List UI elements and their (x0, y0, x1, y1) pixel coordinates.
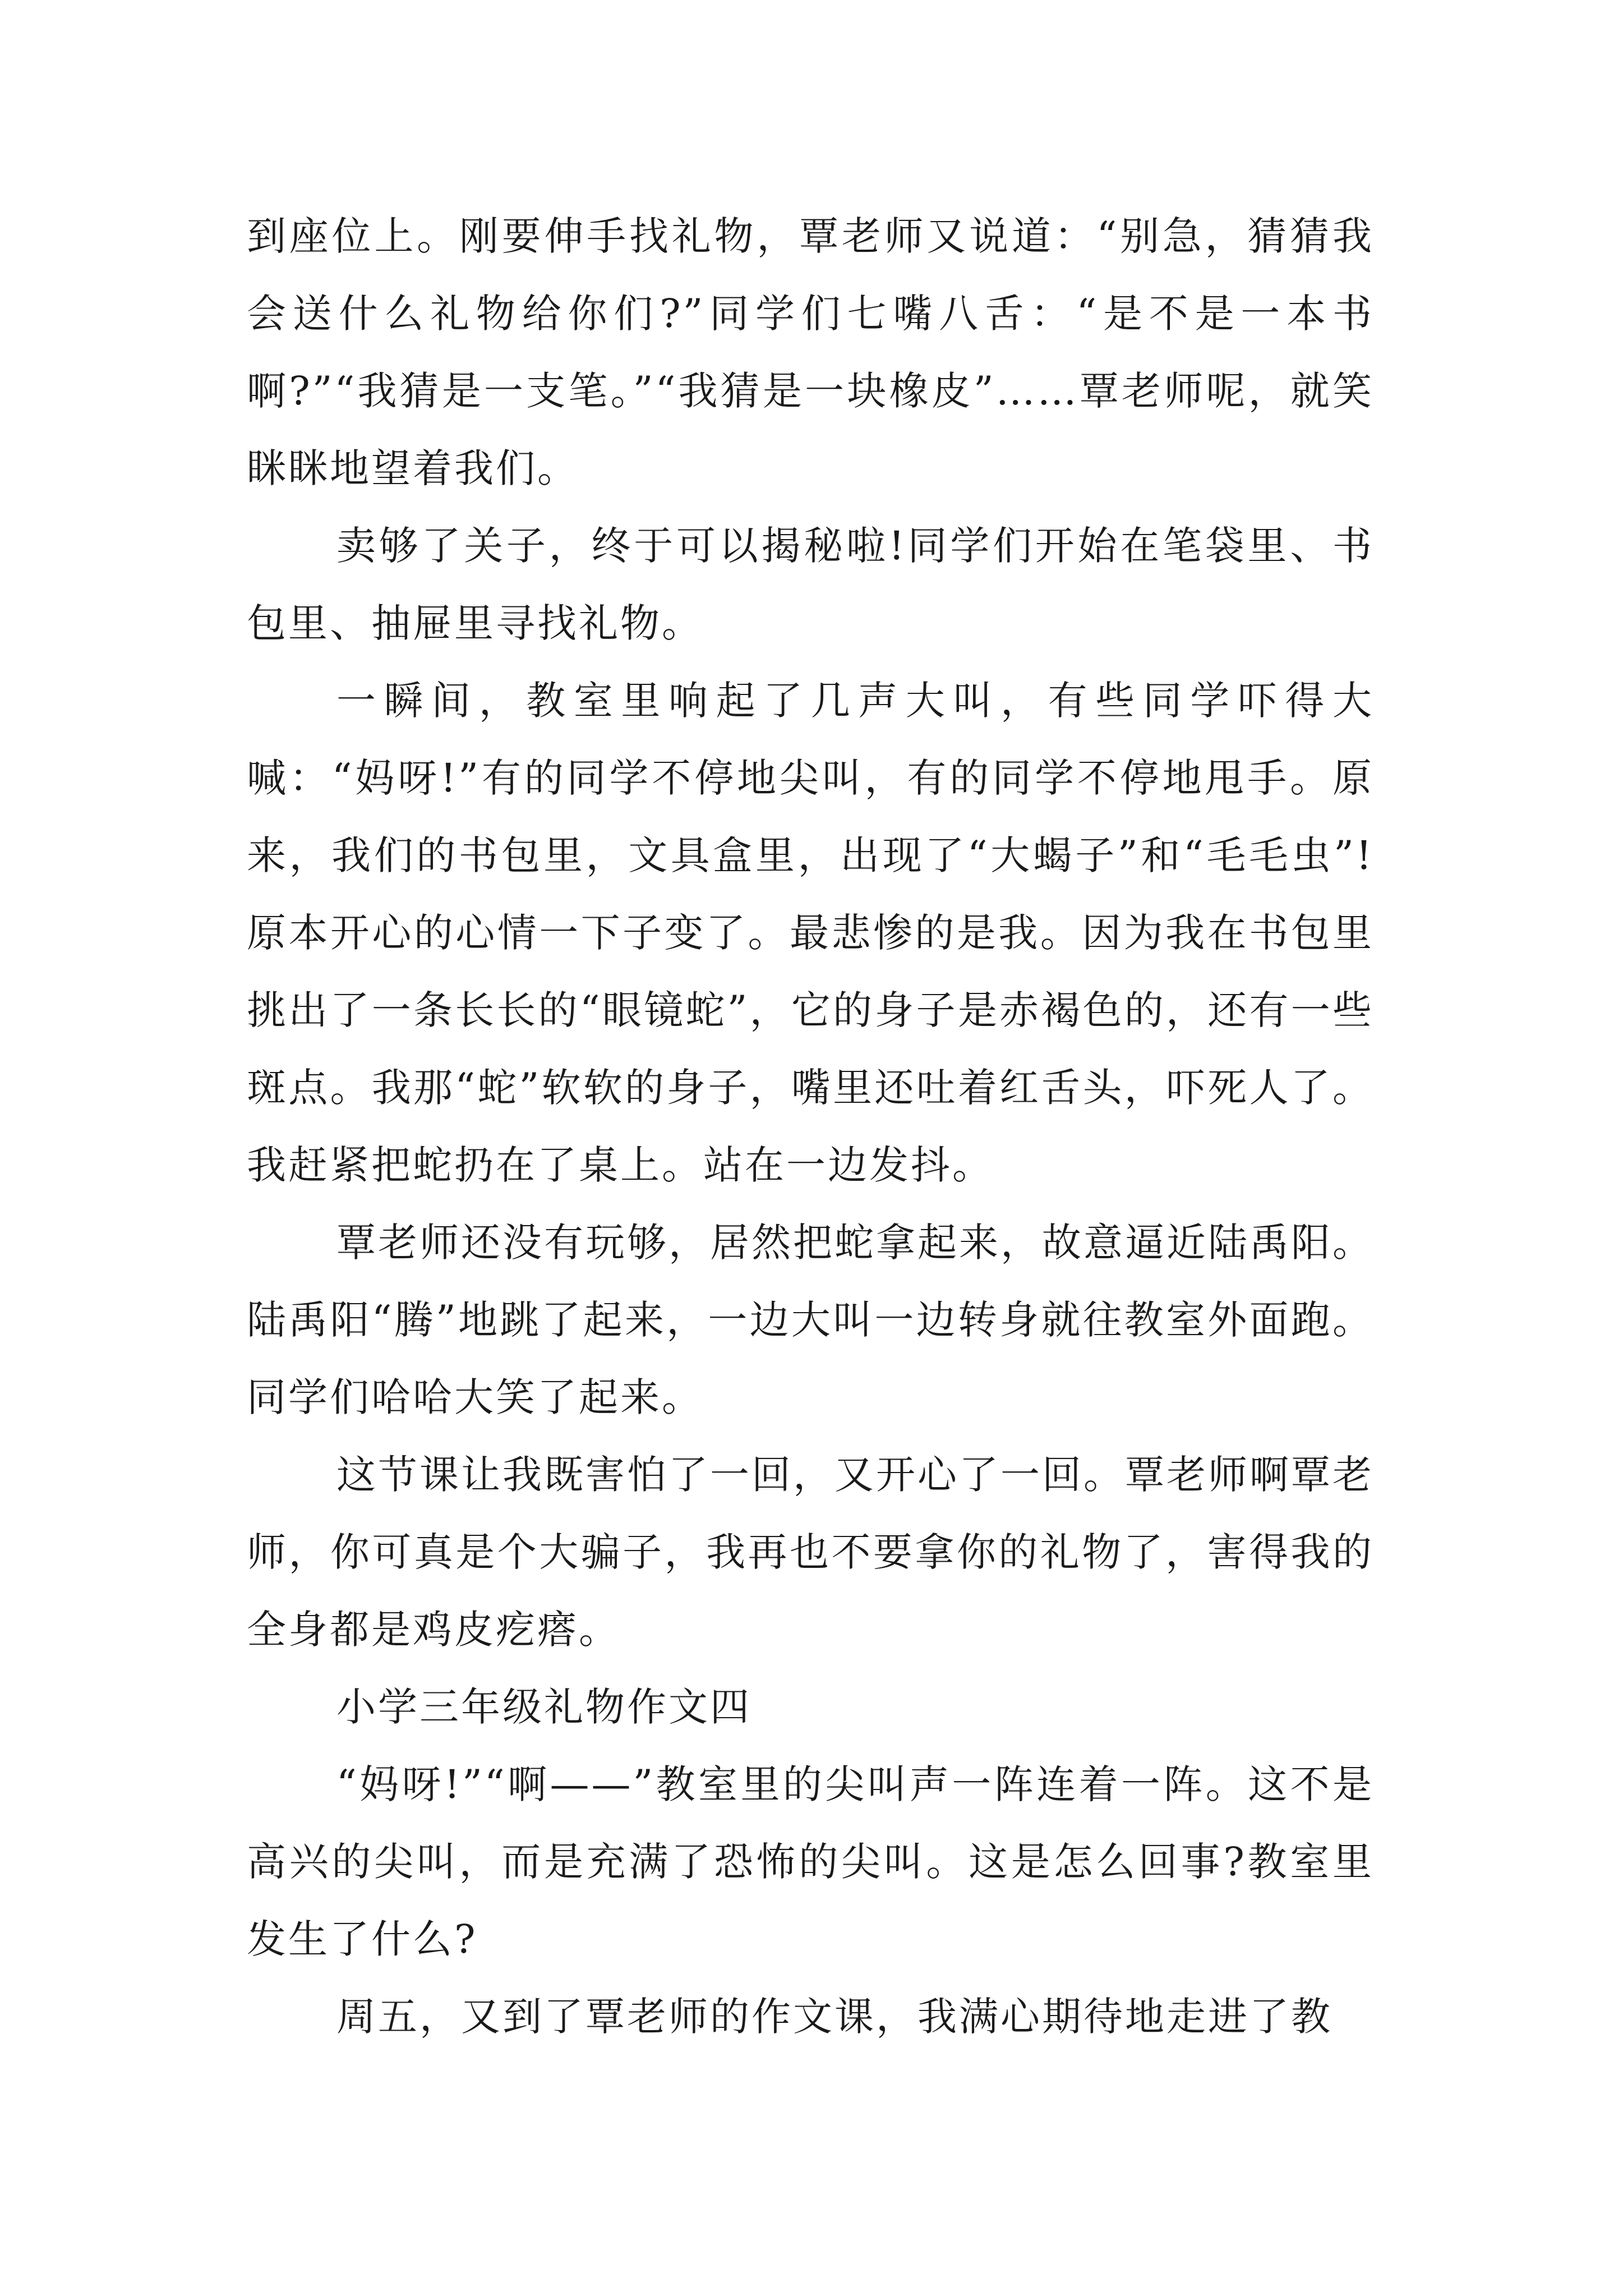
paragraph-4: 覃老师还没有玩够，居然把蛇拿起来，故意逼近陆禹阳。陆禹阳“腾”地跳了起来，一边大叫一边转身就往教室外面跑。同学们哈哈大笑了起来。 (247, 1220, 1374, 1420)
paragraph-3: 一瞬间，教室里响起了几声大叫，有些同学吓得大喊：“妈呀!”有的同学不停地尖叫，有的同学不停地甩手。原来，我们的书包里，文具盒里，出现了“大蝎子”和“毛毛虫”!原本开心的心情一下子变了。最悲惨的是我。因为我在书包里挑出了一条长长的“眼镜蛇”，它的身子是赤褐色的，还有一些斑点。我那“蛇”软软的身子，嘴里还吐着红舌头，吓死人了。我赶紧把蛇扔在了桌上。站在一边发抖。 (247, 678, 1374, 1188)
paragraph-2: 卖够了关子，终于可以揭秘啦!同学们开始在笔袋里、书包里、抽屉里寻找礼物。 (247, 523, 1374, 646)
paragraph-7: 周五，又到了覃老师的作文课，我满心期待地走进了教 (336, 1994, 1332, 2040)
document-body (247, 197, 1374, 2055)
paragraph-6: “妈呀!”“啊——”教室里的尖叫声一阵连着一阵。这不是高兴的尖叫，而是充满了恐怖的尖叫。这是怎么回事?教室里发生了什么? (247, 1761, 1374, 1962)
section-heading: 小学三年级礼物作文四 (336, 1684, 751, 1730)
paragraph-5: 这节课让我既害怕了一回，又开心了一回。覃老师啊覃老师，你可真是个大骗子，我再也不要拿你的礼物了，害得我的全身都是鸡皮疙瘩。 (247, 1452, 1374, 1653)
paragraph-1: 到座位上。刚要伸手找礼物，覃老师又说道：“别急，猜猜我会送什么礼物给你们?”同学们七嘴八舌：“是不是一本书啊?”“我猜是一支笔。”“我猜是一块橡皮”……覃老师呢，就笑眯眯地望着我们。 (247, 213, 1374, 491)
